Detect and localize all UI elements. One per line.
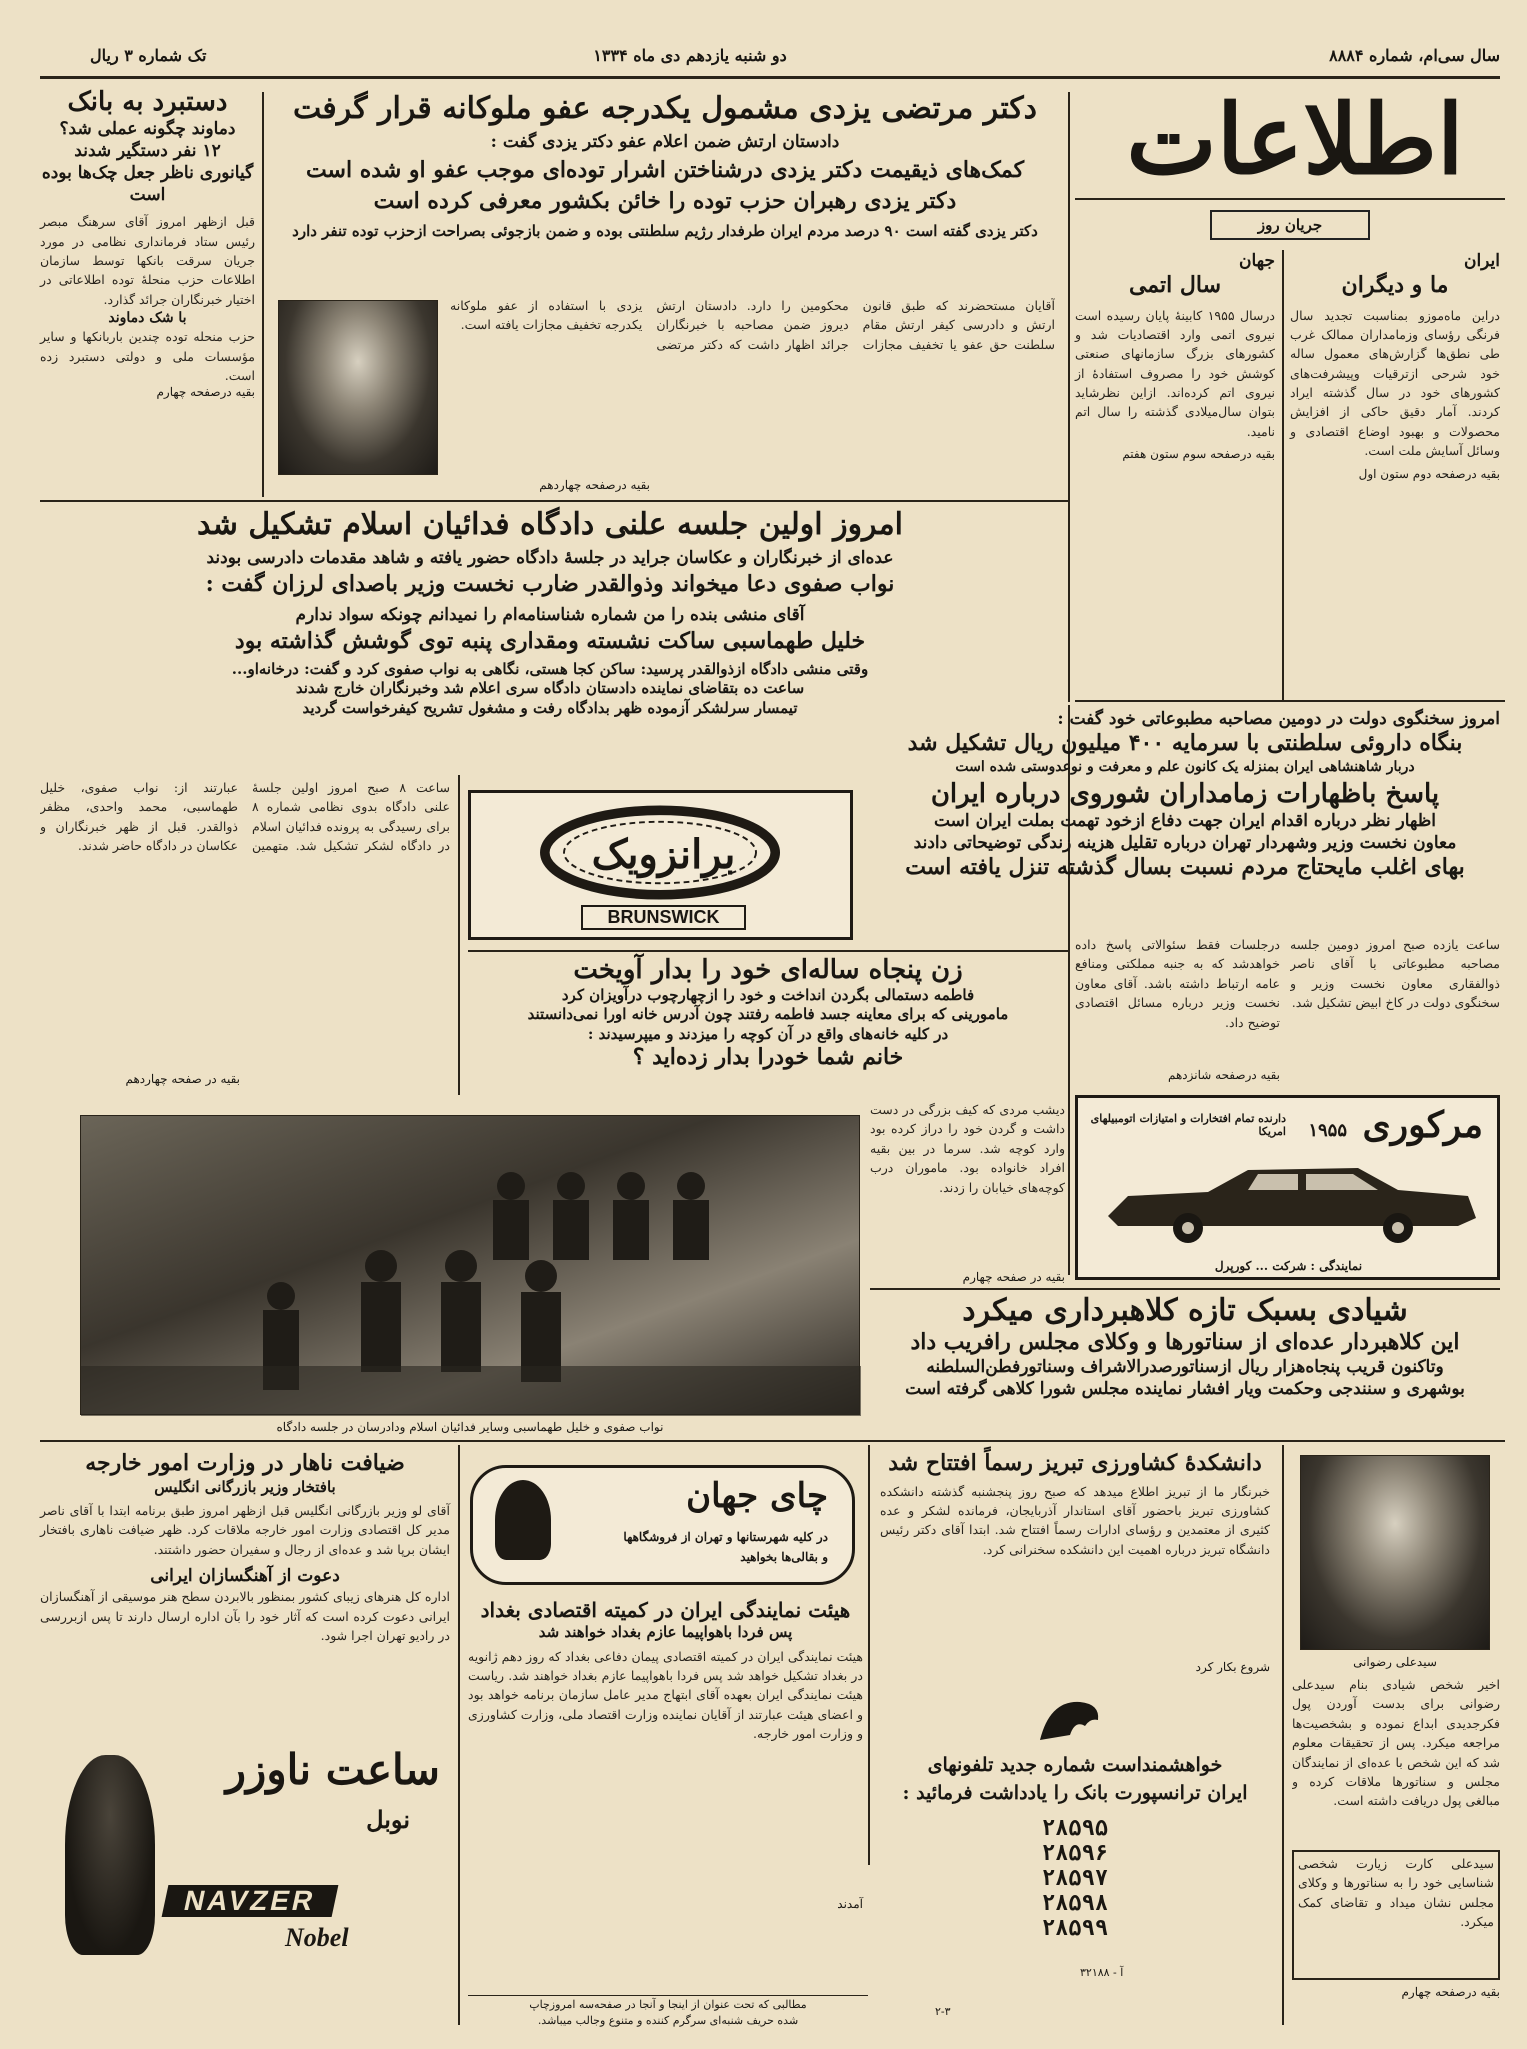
dinner-story xyxy=(40,1450,450,1645)
baghdad-sub: پس فردا باهواپیما عازم بغداد خواهند شد xyxy=(538,1623,793,1641)
tribunal-line3: تیمسار سرلشکر آزموده ظهر بدادگاه رفت و مشغول تشریح کیفرخواست گردید xyxy=(302,698,798,717)
rezvani-body2: سیدعلی کارت زیارت شخصی شناسایی خود را به سناتورها و وکلای مجلس نشان میداد و تقاضای کمک میکرد. xyxy=(1292,1850,1500,1980)
baghdad-story xyxy=(468,1598,863,1911)
navzer-latin2: Nobel xyxy=(285,1923,349,1952)
phone-headline: خواهشمنداست شماره جدید تلفونهای xyxy=(927,1754,1223,1776)
top-rule xyxy=(40,76,1500,79)
woman-headline: زن پنجاه ساله‌ای خود را بدار آویخت xyxy=(573,955,963,985)
bank-headline: دستبرد به بانک xyxy=(67,87,228,117)
tea-figure-icon xyxy=(495,1480,551,1560)
phone-ad-code: آ - ۳۲۱۸۸ xyxy=(1080,1966,1124,1979)
world-column-continued: بقیه درصفحه سوم ستون هفتم xyxy=(1122,447,1275,462)
mercury-brand: مرکوری xyxy=(1362,1104,1483,1146)
gov-h2: دربار شاهنشاهی ایران بمنزله یک کانون علم و معرفت و نوعدوستی شده است xyxy=(955,758,1415,775)
gov-body-right: ساعت یازده صبح امروز دومین جلسه مصاحبه مطبوعاتی با آقای ناصر ذوالفقاری معاون نخست وزیر و سخنگوی دولت در کاخ ابیض تشکیل شد. xyxy=(1290,937,1500,1011)
mercury-tagline: دارنده تمام افتخارات و امتیازات اتومبیلهای امریکا xyxy=(1090,1112,1286,1138)
brunswick-persian: برانزویک xyxy=(591,831,736,878)
iran-column-title: ما و دیگران xyxy=(1341,272,1449,299)
mercury-car-graphic xyxy=(1098,1156,1483,1251)
world-column xyxy=(1075,250,1275,461)
navzer-persian: ساعت ناوزر xyxy=(225,1745,440,1794)
fraud-story xyxy=(870,1294,1500,1400)
gov-h3: پاسخ باظهارات زمامداران شوروی درباره ایران xyxy=(930,778,1440,809)
footer-code: ۲-۳ xyxy=(935,2005,951,2018)
gov-h1: بنگاه داروئی سلطنتی با سرمایه ۴۰۰ میلیون ریال تشکیل شد xyxy=(907,730,1463,757)
fraud-sub2: وتاکنون قریب پنجاه‌هزار ریال ازسناتورصدرالاشراف وسناتورفطن‌السلطنه xyxy=(926,1357,1444,1377)
masthead-title: اطلاعات xyxy=(1126,83,1464,196)
gov-h5: معاون نخست وزیر وشهردار تهران درباره تقلیل هزینه زندگی توضیحاتی دادند xyxy=(913,832,1457,853)
bank-body: قبل ازظهر امروز آقای سرهنگ مبصر رئیس ستاد فرمانداری نظامی در مورد جریان سرقت بانکها توسط سازمان اطلاعات حزب منحلهٔ توده اطلاعاتی در اختیار خبرنگاران جرائد گذارد. xyxy=(40,214,255,307)
lead-story xyxy=(270,92,1060,241)
tea-brand: چای جهان xyxy=(686,1476,828,1516)
lead-sub3: دکتر یزدی رهبران حزب توده را خائن بکشور معرفی کرده است xyxy=(373,188,957,215)
phone-number-4: ۲۸۵۹۸ xyxy=(1041,1891,1109,1916)
tribunal-line1: وقتی منشی دادگاه ازذوالقدر پرسید: ساکن کجا هستی، نگاهی به نواب صفوی کرد و گفت: درخانه‌او... xyxy=(231,659,869,678)
issue-date: دو شنبه یازدهم دی ماه ۱۳۳۴ xyxy=(593,46,787,65)
courtroom-figures xyxy=(81,1116,861,1416)
navzer-ad xyxy=(45,1745,450,1975)
iran-column xyxy=(1290,250,1500,481)
dinner-headline: ضیافت ناهار در وزارت امور خارجه xyxy=(85,1450,405,1476)
mercury-year: ۱۹۵۵ xyxy=(1308,1120,1347,1141)
tribunal-sub3: خلیل طهماسبی ساکت نشسته ومقداری پنبه توی گوشش گذاشته بود xyxy=(234,628,866,655)
tabriz-headline: دانشکدهٔ کشاورزی تبریز رسماً افتتاح شد xyxy=(888,1450,1262,1476)
masthead-rule xyxy=(1075,198,1505,200)
brunswick-ad xyxy=(468,790,853,940)
phone-number-1: ۲۸۵۹۵ xyxy=(1041,1816,1109,1841)
fraud-sub1: این کلاهبردار عده‌ای از سناتورها و وکلای مجلس رافریب داد xyxy=(910,1328,1460,1355)
tribunal-quote: آقای منشی بنده را من شماره شناسنامه‌ام را نمیدانم چونکه سواد ندارم xyxy=(295,605,805,626)
composers-headline: دعوت از آهنگسازان ایرانی xyxy=(150,1566,340,1587)
jarian-ruz-label: جریان روز xyxy=(1210,210,1370,240)
bank-story xyxy=(40,88,255,399)
woman-continued: بقیه در صفحه چهارم xyxy=(962,1270,1065,1284)
lead-sub2: کمک‌های ذیقیمت دکتر یزدی درشناختن اشرار توده‌ای موجب عفو او شده است xyxy=(305,156,1025,183)
bank-continued: بقیه درصفحه چهارم xyxy=(156,385,255,400)
woman-story xyxy=(468,956,1068,1072)
rezvani-continued: بقیه درصفحه چهارم xyxy=(1401,1985,1500,1999)
tabriz-body: خبرنگار ما از تبریز اطلاع میدهد که صبح روز پنجشنبه گذشته دانشکده کشاورزی تبریز باحضور آقای استاندار آذربایجان، فرمانده لشکر و عده کثیری از معتمدین و رؤسای ادارات رسماً افتتاح شد. ابتدا آقای دکتر رئیس دانشگاه تبریز درباره اهمیت این دانشکده سخنرانی کرد. xyxy=(880,1483,1270,1557)
phone-list xyxy=(970,1816,1180,1941)
gov-story xyxy=(870,708,1500,881)
issue-number: سال سی‌ام، شماره ۸۸۸۴ xyxy=(1329,46,1500,65)
brunswick-latin: BRUNSWICK xyxy=(581,905,746,930)
bank-sub1: دماوند چگونه عملی شد؟ xyxy=(59,118,236,139)
woman-body: دیشب مردی که کیف بزرگی در دست داشت و گردن خود را دراز کرده بود وارد کوچه شد. سرما در بین بقیه افراد خانواده بود. ماموران درب کوچه‌های خیابان را زدند. xyxy=(870,1102,1065,1195)
navzer-latin: NAVZER xyxy=(162,1885,339,1917)
rezvani-portrait xyxy=(1300,1455,1490,1650)
phone-number-2: ۲۸۵۹۶ xyxy=(1041,1841,1109,1866)
phone-number-3: ۲۸۵۹۷ xyxy=(1041,1866,1109,1891)
tea-ad xyxy=(470,1465,855,1585)
world-column-title: سال اتمی xyxy=(1128,272,1222,299)
tribunal-body: ساعت ۸ صبح امروز اولین جلسهٔ علنی دادگاه بدوی نظامی شماره ۸ برای رسیدگی به پرونده فدائیان اسلام در دادگاه لشکر تشکیل شد. متهمین عبارتند از: نواب صفوی، خلیل طهماسبی، محمد واحدی، مظفر ذوالقدر. قبل از ظهر خبرنگاران و عکاسان در دادگاه حاضر شدند. xyxy=(40,780,450,854)
footer-note1: مطالبی که تحت عنوان از اینجا و آنجا در صفحه‌سه امروزچاپ xyxy=(529,1998,807,2011)
baghdad-headline: هیئت نمایندگی ایران در کمیته اقتصادی بغداد xyxy=(480,1598,851,1622)
woman-illustration xyxy=(65,1755,155,1955)
mercury-dealer: نمایندگی : شرکت ... کورپرل xyxy=(1214,1259,1363,1273)
dinner-body: آقای لو وزیر بازرگانی انگلیس قبل ازظهر امروز طبق برنامه ابتدا با آقای ناصر مدیر کل اقتصادی وزارت امور خارجه ملاقات کرد. ظهر ضیافت ناهاری بافتخار ایشان برپا شد و عده‌ای از رجال و سفیران حضور داشتند. xyxy=(40,1503,450,1557)
tabriz-story xyxy=(880,1450,1270,1674)
bank-sub2: ۱۲ نفر دستگیر شدند xyxy=(74,140,221,161)
tea-line2: و بقالی‌ها بخواهید xyxy=(740,1550,828,1564)
world-section-label: جهان xyxy=(1238,251,1275,271)
dinner-sub: بافتخار وزیر بازرگانی انگلیس xyxy=(154,1477,336,1496)
gov-body-left: درجلسات فقط سئوالاتی پاسخ داده خواهدشد که به جنبه مملکتی ومنافع عامه ارتباط داشته باشد. آقای معاون نخست وزیر درباره مسائل اقتصادی توضیح داد. xyxy=(1075,937,1280,1030)
tribunal-sub2: نواب صفوی دعا میخواند وذوالقدر ضارب نخست وزیر باصدای لرزان گفت : xyxy=(205,570,895,597)
lead-headline: دکتر مرتضی یزدی مشمول یکدرجه عفو ملوکانه قرار گرفت xyxy=(292,91,1038,126)
tribunal-line2: ساعت ده بتقاضای نماینده دادستان دادگاه سری اعلام شد وخبرنگاران خارج شدند xyxy=(295,679,805,698)
tabriz-continued: شروع بکار کرد xyxy=(1195,1659,1270,1674)
world-column-body: درسال ۱۹۵۵ کابینهٔ پایان رسیده است نیروی اتمی وارد اقتصادیات شد و کشورهای بزرگ سازمانهای صنعتی کوشش خود را مصروف استفادهٔ از نیروی اتم کرده‌اند. ازاین نظرشاید بتوان سال‌میلادی گذشته را سال اتم نامید. xyxy=(1075,307,1275,439)
tribunal-headline: امروز اولین جلسه علنی دادگاه فدائیان اسلام تشکیل شد xyxy=(196,507,904,542)
tribunal-continued: بقیه در صفحه چهاردهم xyxy=(125,1072,240,1086)
lead-sub1: دادستان ارتش ضمن اعلام عفو دکتر یزدی گفت : xyxy=(490,131,840,152)
phone-ad xyxy=(880,1690,1270,1990)
gov-h6: بهای اغلب مایحتاج مردم نسبت بسال گذشته تنزل یافته است xyxy=(905,853,1465,880)
lead-intro: دکتر یزدی گفته است ۹۰ درصد مردم ایران طرفدار رژیم سلطنتی بوده و ضمن بازجوئی بصراحت ازحزب توده تنفر دارد xyxy=(292,221,1038,240)
fraud-sub3: بوشهری و سنندجی وحکمت ویار افشار نماینده مجلس شورا کلاهی گرفته است xyxy=(905,1379,1465,1400)
tribunal-sub1: عده‌ای از خبرنگاران و عکاسان جراید در جلسهٔ دادگاه حضور یافته و شاهد مقدمات دادرسی بودند xyxy=(206,547,894,568)
bank-sub4: با شک دماوند xyxy=(108,310,187,327)
gov-lead: امروز سخنگوی دولت در دومین مصاحبه مطبوعاتی خود گفت : xyxy=(1057,709,1500,729)
woman-quote: خانم شما خودرا بدار زده‌اید ؟ xyxy=(632,1044,904,1071)
woman-sub2: مامورینی که برای معاینه جسد فاطمه رفتند چون آدرس خانه اورا نمی‌دانستند xyxy=(527,1005,1009,1024)
iran-column-continued: بقیه درصفحه دوم ستون اول xyxy=(1358,466,1500,481)
iran-column-body: دراین ماه‌موزو بمناسبت تجدید سال فرنگی رؤسای وزمامداران ممالک غرب طی نطق‌ها گزارش‌های معمول ساله خود شرحی ازترقیات وپیشرفت‌های کشورهای خود در سال گذشته ایراد کردند. آمار دقیق حاکی از افزایش محصولات و بهبود اوضاع اقتصادی و وسائل آسایش ملت است. xyxy=(1290,307,1500,459)
rezvani-caption: سیدعلی رضوانی xyxy=(1353,1655,1437,1669)
iran-section-label: ایران xyxy=(1463,251,1500,271)
tea-line1: در کلیه شهرستانها و تهران از فروشگاهها xyxy=(623,1530,828,1544)
fraud-headline: شیادی بسبک تازه کلاهبرداری میکرد xyxy=(962,1293,1408,1328)
gov-h4: اظهار نظر درباره اقدام ایران جهت دفاع ازخود تهمت بملت ایران است xyxy=(933,810,1437,831)
rezvani-body: اخیر شخص شیادی بنام سیدعلی رضوانی برای بدست آوردن پول فکرجدیدی ابداع نموده و بشخصیت‌ها مراجعه میکرد. پس از تحقیقات معلوم شد که این شخص با عده‌ای از نمایندگان مجلس و سناتورها ملاقات کرده و مبالغی پول دریافت داشته است. xyxy=(1292,1677,1500,1809)
tribunal-story xyxy=(40,508,1060,718)
baghdad-continued: آمدند xyxy=(837,1896,863,1911)
navzer-model: نوبل xyxy=(366,1805,410,1834)
phone-number-5: ۲۸۵۹۹ xyxy=(1041,1916,1109,1941)
lead-body: آقایان مستحضرند که طبق قانون ارتش و دادرسی کیفر ارتش مقام سلطنت حق عفو یا تخفیف مجازات محکومین را دارد. دادستان ارتش دیروز ضمن مصاحبه با خبرنگاران جرائد اظهار داشت که دکتر مرتضی یزدی با استفاده از عفو ملوکانه یکدرجه تخفیف مجازات یافته است. xyxy=(450,298,1055,352)
bank-sub3: گیانوری ناظر جعل چک‌ها بوده است xyxy=(41,163,254,206)
woman-sub3: در کلیه خانه‌های واقع در آن کوچه را میزدند و میپرسیدند : xyxy=(587,1024,949,1043)
composers-body: اداره کل هنرهای زیبای کشور بمنظور بالابردن سطح هنر موسیقی از آهنگسازان ایرانی دعوت کرده است که آثار خود را بآن اداره ارسال دارند تا پس ازبررسی در رادیو تهران اجرا شود. xyxy=(40,1589,450,1643)
yazdi-portrait xyxy=(278,300,438,475)
courtroom-photo xyxy=(80,1115,860,1415)
horse-logo-icon xyxy=(1030,1690,1110,1750)
baghdad-body: هیئت نمایندگی ایران در کمیته اقتصادی پیمان دفاعی بغداد که روز دهم ژانویه در بغداد تشکیل خواهد شد پس فردا باهواپیما عازم بغداد خواهند شد. ریاست هیئت نمایندگی ایران بعهده آقای ابتهاج مدیر عامل سازمان برنامه خواهد بود و اعضای هیئت عبارتند از آقایان نماینده وزارت اقتصاد ملی، وزارت کشاورزی و وزارت امور خارجه. xyxy=(468,1648,863,1741)
footer-note2: شده حریف شنبه‌ای سرگرم کننده و متنوع وجالب میباشد. xyxy=(537,2014,799,2027)
mercury-ad xyxy=(1075,1095,1500,1280)
woman-sub1: فاطمه دستمالی بگردن انداخت و خود را ازچهارچوب درآویزان کرد xyxy=(561,985,975,1004)
bank-body2: حزب منحله توده چندین باربانکها و سایر مؤسسات ملی و دولتی دستبرد زده است. xyxy=(40,329,255,384)
issue-price: تک شماره ۳ ریال xyxy=(90,46,207,65)
photo-caption: نواب صفوی و خلیل طهماسبی وسایر فدائیان اسلام ودادرسان در جلسه دادگاه xyxy=(276,1420,664,1434)
lead-continued: بقیه درصفحه چهاردهم xyxy=(539,478,650,492)
gov-continued: بقیه درصفحه شانزدهم xyxy=(1167,1068,1280,1082)
phone-sub: ایران ترانسپورت بانک را یادداشت فرمائید : xyxy=(902,1782,1248,1804)
